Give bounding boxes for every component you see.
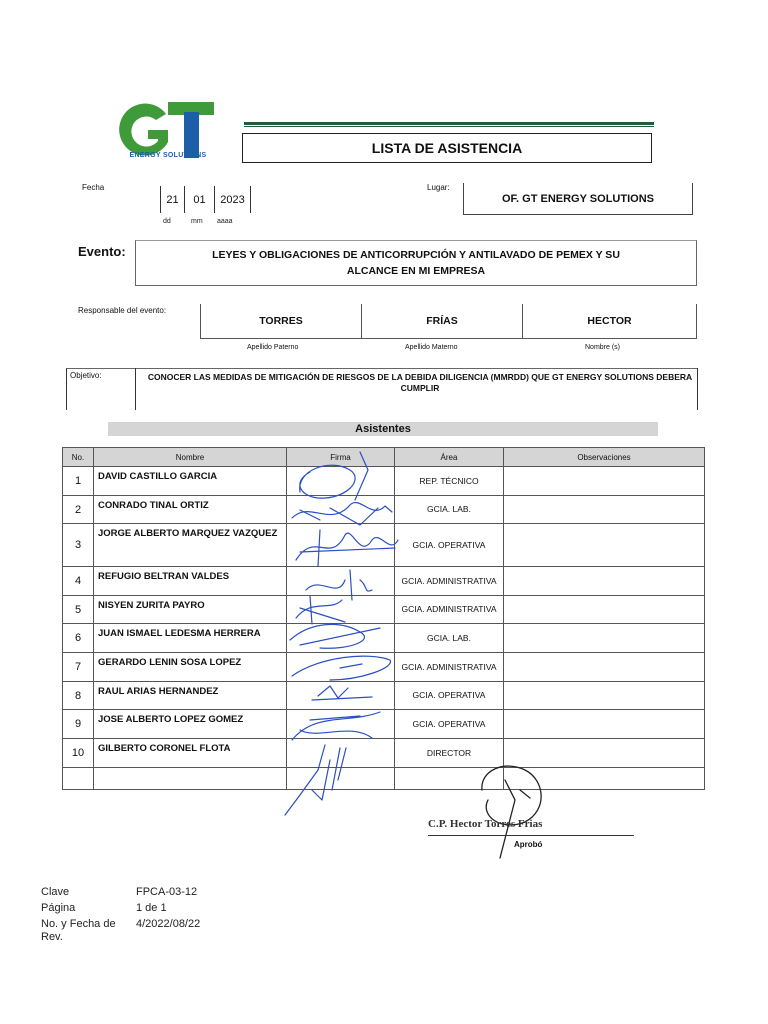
attendance-table [62,447,705,790]
clave-value: FPCA-03-12 [136,886,198,898]
row-firma [287,682,395,710]
row-firma [287,567,395,596]
row-observaciones [504,739,705,768]
row-number: 6 [63,624,94,653]
table-row [63,567,705,596]
evento-label: Evento: [78,244,126,259]
row-number: 10 [63,739,94,768]
approver-label: Aprobó [514,840,543,849]
objetivo-right-border [697,368,698,410]
row-number [63,768,94,790]
row-area: GCIA. LAB. [395,496,504,524]
row-observaciones [504,567,705,596]
row-observaciones [504,768,705,790]
row-firma [287,739,395,768]
row-area: GCIA. OPERATIVA [395,524,504,567]
row-observaciones [504,710,705,739]
date-month: 01 [184,186,215,213]
row-nombre: NISYEN ZURITA PAYRO [94,596,287,624]
row-nombre: CONRADO TINAL ORTIZ [94,496,287,524]
table-row [63,768,705,790]
nombre-label: Nombre (s) [585,344,621,351]
row-nombre: JOSE ALBERTO LOPEZ GOMEZ [94,710,287,739]
table-row [63,496,705,524]
row-number: 9 [63,710,94,739]
apellido-materno-value: FRÍAS [362,304,523,339]
table-header-row [63,448,705,467]
row-observaciones [504,496,705,524]
table-row [63,739,705,768]
col-header-no: No. [63,448,94,467]
row-area: GCIA. LAB. [395,624,504,653]
date-day: 21 [160,186,184,213]
row-firma [287,624,395,653]
row-observaciones [504,682,705,710]
apellido-paterno-label: Apellido Paterno [247,344,299,351]
row-nombre: DAVID CASTILLO GARCIA [94,467,287,496]
revision-value: 4/2022/08/22 [136,918,201,930]
row-observaciones [504,467,705,496]
row-area: GCIA. ADMINISTRATIVA [395,596,504,624]
row-firma [287,524,395,567]
row-nombre [94,768,287,790]
row-nombre: RAUL ARIAS HERNANDEZ [94,682,287,710]
objetivo-divider [135,368,136,410]
row-firma [287,768,395,790]
row-number: 2 [63,496,94,524]
table-row [63,710,705,739]
document-title: LISTA DE ASISTENCIA [242,133,652,163]
row-area [395,768,504,790]
table-row [63,467,705,496]
apellido-materno-label: Apellido Materno [405,344,458,351]
date-month-label: mm [191,218,203,225]
col-header-nombre: Nombre [94,448,287,467]
table-row [63,524,705,567]
row-number: 4 [63,567,94,596]
row-number: 3 [63,524,94,567]
row-nombre: GILBERTO CORONEL FLOTA [94,739,287,768]
responsable-label: Responsable del evento: [78,306,167,315]
date-year: 2023 [215,186,251,213]
row-firma [287,596,395,624]
approver-line [428,835,634,836]
table-row [63,653,705,682]
row-nombre: GERARDO LENIN SOSA LOPEZ [94,653,287,682]
row-area: DIRECTOR [395,739,504,768]
evento-value: LEYES Y OBLIGACIONES DE ANTICORRUPCIÓN Y ANTILAVADO DE PEMEX Y SU ALCANCE EN MI EMPRESA [135,240,697,286]
title-rule [244,122,654,130]
objetivo-label: Objetivo: [70,371,102,380]
row-number: 7 [63,653,94,682]
asistentes-title: Asistentes [108,422,658,436]
row-nombre: JORGE ALBERTO MARQUEZ VAZQUEZ [94,524,287,567]
row-observaciones [504,624,705,653]
row-area: GCIA. ADMINISTRATIVA [395,653,504,682]
col-header-observaciones: Observaciones [504,448,705,467]
pagina-value: 1 de 1 [136,902,167,914]
date-year-label: aaaa [217,218,233,225]
row-number: 5 [63,596,94,624]
lugar-label: Lugar: [427,183,450,192]
row-area: GCIA. ADMINISTRATIVA [395,567,504,596]
row-firma [287,467,395,496]
table-row [63,596,705,624]
lugar-value: OF. GT ENERGY SOLUTIONS [463,183,693,215]
row-number: 8 [63,682,94,710]
row-number: 1 [63,467,94,496]
fecha-label: Fecha [82,183,105,192]
table-row [63,682,705,710]
row-firma [287,653,395,682]
row-observaciones [504,524,705,567]
row-nombre: REFUGIO BELTRAN VALDES [94,567,287,596]
clave-label: Clave [41,886,70,898]
row-area: GCIA. OPERATIVA [395,710,504,739]
row-firma [287,496,395,524]
pagina-label: Página [41,902,76,914]
row-firma [287,710,395,739]
logo-subtitle: ENERGY SOLUTIONS [129,152,207,159]
row-observaciones [504,596,705,624]
col-header-firma: Firma [287,448,395,467]
revision-label: No. y Fecha de Rev. [41,918,116,943]
table-row [63,624,705,653]
row-area: GCIA. OPERATIVA [395,682,504,710]
col-header-area: Área [395,448,504,467]
row-nombre: JUAN ISMAEL LEDESMA HERRERA [94,624,287,653]
objetivo-value: CONOCER LAS MEDIDAS DE MITIGACIÓN DE RIESGOS DE LA DEBIDA DILIGENCIA (MMRDD) QUE GT ENERGY SOLUTIONS DEBERA CUMPLIR [147,372,693,393]
approver-name: C.P. Hector Torres Frias [428,818,543,830]
row-observaciones [504,653,705,682]
nombre-value: HECTOR [523,304,697,339]
row-area: REP. TÉCNICO [395,467,504,496]
date-day-label: dd [163,218,171,225]
apellido-paterno-value: TORRES [200,304,362,339]
